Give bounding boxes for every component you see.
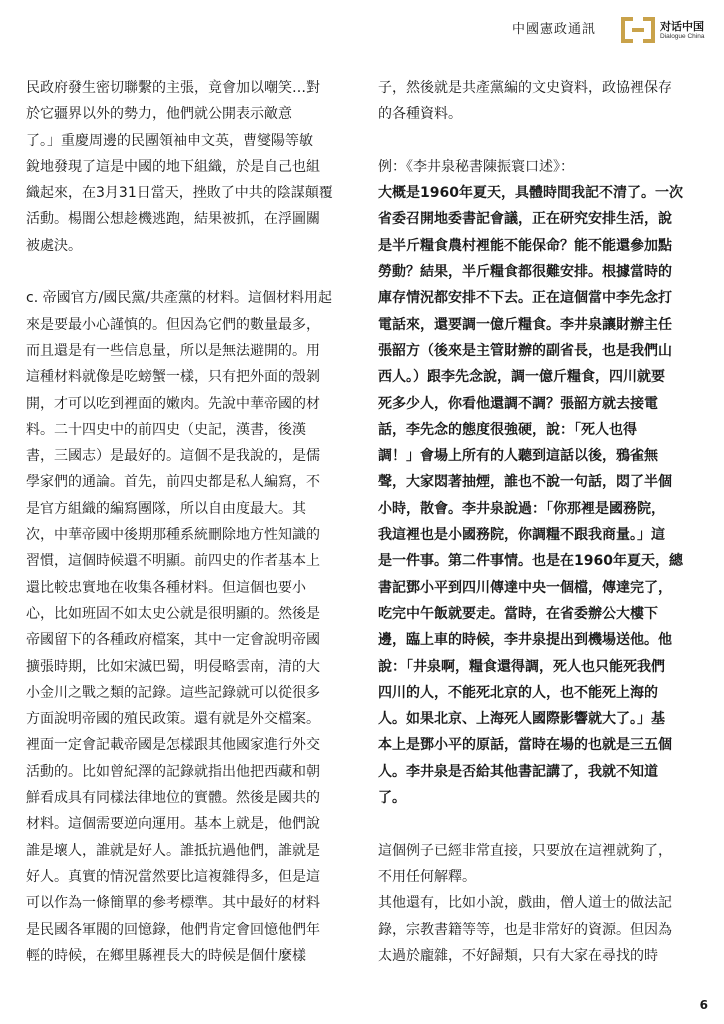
text-line: 活動。楊闇公想趁機逃跑，結果被抓，在浮圖關 bbox=[26, 211, 320, 228]
text-line: 人。如果北京、上海死人國際影響就大了。」基 bbox=[378, 711, 665, 728]
text-line: 電話來，還要調一億斤糧食。李井泉讓財辦主任 bbox=[378, 316, 672, 333]
text-line: 庫存情況都安排不下去。正在這個當中李先念打 bbox=[378, 290, 672, 307]
text-line: 是民國各軍閥的回憶錄，他們肯定會回憶他們年 bbox=[26, 921, 320, 938]
text-line: 織起來，在3月31日當天，挫敗了中共的陰謀顛覆 bbox=[26, 185, 333, 202]
logo-text-english: Dialogue China bbox=[660, 33, 705, 40]
text-line: 這個例子已經非常直接，只要放在這裡就夠了， bbox=[378, 842, 672, 859]
text-line: 民政府發生密切聯繫的主張，竟會加以嘲笑…對 bbox=[26, 80, 320, 96]
text-line: 可以作為一條簡單的參考標準。其中最好的材料 bbox=[26, 895, 320, 912]
text-line: 帝國留下的各種政府檔案，其中一定會說明帝國 bbox=[26, 632, 320, 649]
left-column bbox=[26, 75, 351, 969]
text-line: 人。李井泉是否給其他書記講了，我就不知道 bbox=[378, 763, 658, 780]
text-line: 大概是1960年夏天，具體時間我記不清了。一次 bbox=[378, 185, 683, 202]
text-line: 的各種資料。 bbox=[378, 106, 462, 123]
text-line: 四川的人，不能死北京的人，也不能死上海的 bbox=[378, 684, 658, 701]
text-line: 書，三國志）是最好的。這個不是我說的，是儒 bbox=[26, 448, 320, 465]
text-line: 銳地發現了這是中國的地下組織，於是自己也組 bbox=[26, 158, 320, 175]
left-paragraph-2 bbox=[26, 285, 351, 969]
paragraph-spacer bbox=[378, 811, 700, 837]
text-line: 邊，臨上車的時候，李井泉提出到機場送他。他 bbox=[378, 632, 672, 649]
page-header bbox=[0, 0, 724, 60]
text-line: 書記鄧小平到四川傳達中央一個檔，傳達完了， bbox=[378, 579, 672, 596]
text-line: 聲，大家悶著抽煙，誰也不說一句話，悶了半個 bbox=[378, 474, 672, 491]
text-line: 習慣，這個時候還不明顯。前四史的作者基本上 bbox=[26, 553, 320, 570]
right-column bbox=[378, 75, 700, 969]
text-line: 輕的時候，在鄉里縣裡長大的時候是個什麼樣 bbox=[26, 947, 306, 964]
logo-text-chinese: 对话中国 bbox=[660, 20, 704, 33]
text-line: 子，然後就是共產黨編的文史資料，政協裡保存 bbox=[378, 80, 672, 96]
text-line: 開，才可以吃到裡面的嫩肉。先說中華帝國的材 bbox=[26, 395, 320, 412]
right-paragraph-2 bbox=[378, 838, 700, 969]
text-line: 這種材料就像是吃螃蟹一樣，只有把外面的殼剝 bbox=[26, 369, 320, 386]
left-paragraph-1 bbox=[26, 75, 351, 259]
text-line: 來是要最小心謹慎的。但因為它們的數量最多， bbox=[26, 316, 320, 333]
text-line: 本上是鄧小平的原話，當時在場的也就是三五個 bbox=[378, 737, 672, 754]
paragraph-spacer bbox=[378, 128, 700, 154]
text-line: 誰是壞人，誰就是好人。誰抵抗過他們，誰就是 bbox=[26, 842, 320, 859]
text-line: 是一件事。第二件事情。也是在1960年夏天，總 bbox=[378, 553, 683, 570]
text-line: 鮮看成具有同樣法律地位的實體。然後是國共的 bbox=[26, 790, 320, 807]
text-line: 死多少人，你看他還調不調？張韶方就去接電 bbox=[378, 395, 658, 412]
text-line: 料。二十四史中的前四史（史記，漢書，後漢 bbox=[26, 421, 306, 438]
text-line: c. 帝國官方/國民黨/共產黨的材料。這個材料用起 bbox=[26, 290, 333, 307]
text-line: 被處決。 bbox=[26, 237, 82, 254]
text-line: 不用任何解釋。 bbox=[378, 868, 476, 885]
text-line: 說：「井泉啊，糧食還得調，死人也只能死我們 bbox=[378, 658, 665, 675]
text-line: 活動的。比如曾紀澤的記錄就指出他把西藏和朝 bbox=[26, 763, 320, 780]
text-line: 材料。這個需要逆向運用。基本上就是，他們說 bbox=[26, 816, 320, 833]
text-line: 還比較忠實地在收集各種材料。但這個也要小 bbox=[26, 579, 306, 596]
publication-title: 中國憲政通訊 bbox=[512, 22, 597, 37]
text-line: 其他還有，比如小說，戲曲，僧人道士的做法記 bbox=[378, 895, 672, 912]
text-line: 太過於龐雜，不好歸類，只有大家在尋找的時 bbox=[378, 947, 658, 964]
right-paragraph-1 bbox=[378, 75, 700, 128]
dialogue-china-logo-icon bbox=[620, 14, 656, 46]
text-line: 西人。）跟李先念說，調一億斤糧食，四川就要 bbox=[378, 369, 665, 386]
text-line: 好人。真實的情況當然要比這複雜得多，但是這 bbox=[26, 868, 320, 885]
text-line: 省委召開地委書記會議，正在研究安排生活，說 bbox=[378, 211, 672, 228]
text-line: 次，中華帝國中後期那種系統刪除地方性知識的 bbox=[26, 527, 320, 544]
text-line: 話，李先念的態度很強硬，說：「死人也得 bbox=[378, 421, 637, 438]
example-title: 例：《李井泉秘書陳振寰口述》： bbox=[378, 158, 574, 175]
text-line: 錄，宗教書籍等等，也是非常好的資源。但因為 bbox=[378, 921, 672, 938]
text-line: 而且還是有一些信息量，所以是無法避開的。用 bbox=[26, 342, 320, 359]
text-line: 吃完中午飯就要走。當時，在省委辦公大樓下 bbox=[378, 605, 658, 622]
page-number: 6 bbox=[699, 998, 708, 1012]
text-line: 擴張時期，比如宋滅巴蜀，明侵略雲南，清的大 bbox=[26, 658, 320, 675]
text-line: 方面說明帝國的殖民政策。還有就是外交檔案。 bbox=[26, 711, 320, 728]
text-line: 張韶方（後來是主管財辦的副省長，也是我們山 bbox=[378, 342, 672, 359]
text-line: 是半斤糧食農村裡能不能保命？能不能還參加點 bbox=[378, 237, 672, 254]
text-line: 是官方組織的編寫團隊，所以自由度最大。其 bbox=[26, 500, 306, 517]
paragraph-spacer bbox=[26, 259, 351, 285]
text-line: 勞動？結果，半斤糧食都很難安排。根據當時的 bbox=[378, 264, 672, 281]
text-line: 心，比如班固不如太史公就是很明顯的。然後是 bbox=[26, 605, 320, 622]
text-line: 了。」重慶周邊的民團領袖申文英，曹燮陽等敏 bbox=[26, 132, 313, 149]
text-line: 了。 bbox=[378, 790, 406, 807]
text-line: 小時，散會。李井泉說過：「你那裡是國務院， bbox=[378, 500, 665, 517]
quoted-testimony bbox=[378, 180, 700, 811]
dialogue-china-logo bbox=[620, 14, 710, 46]
text-line: 小金川之戰之類的記錄。這些記錄就可以從很多 bbox=[26, 684, 320, 701]
text-line: 學家們的通論。首先，前四史都是私人編寫，不 bbox=[26, 474, 320, 491]
text-line: 調！」會場上所有的人聽到這話以後，鴉雀無 bbox=[378, 448, 658, 465]
text-line: 裡面一定會記載帝國是怎樣跟其他國家進行外交 bbox=[26, 737, 320, 754]
text-line: 我這裡也是小國務院，你調糧不跟我商量。」這 bbox=[378, 527, 665, 544]
text-line: 於它疆界以外的勢力，他們就公開表示敵意 bbox=[26, 106, 292, 123]
